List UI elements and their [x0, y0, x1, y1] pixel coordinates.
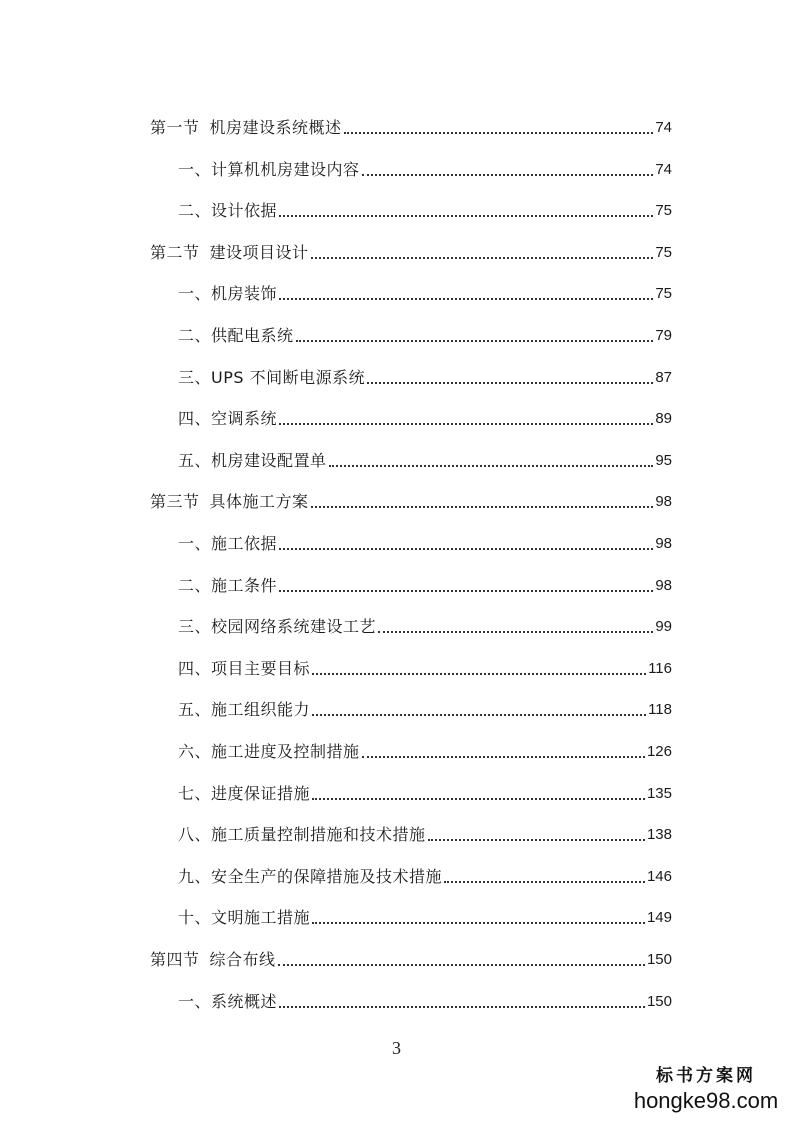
page-number: 3 [392, 1038, 401, 1058]
toc-entry[interactable] [150, 472, 672, 512]
toc-entry[interactable] [178, 888, 672, 928]
toc-entry-title: 施工依据 [211, 534, 278, 553]
toc-entry-page-number: 150 [646, 951, 672, 968]
toc-entry-label [178, 368, 365, 388]
toc-entry-label [178, 160, 360, 180]
toc-entry-label [178, 326, 294, 346]
toc-entry-page-number: 135 [646, 784, 672, 802]
toc-entry-page-number: 98 [655, 576, 672, 594]
toc-dot-leader [312, 713, 646, 716]
toc-entry-prefix: 第二节 [150, 242, 200, 262]
toc-entry-title: 计算机机房建设内容 [211, 159, 360, 179]
toc-entry[interactable] [150, 930, 672, 970]
toc-entry-label [178, 992, 277, 1012]
toc-entry-page-number: 75 [655, 285, 672, 303]
toc-entry[interactable] [178, 348, 672, 388]
toc-dot-leader [362, 755, 645, 758]
toc-entry[interactable] [178, 306, 672, 346]
toc-entry[interactable] [150, 98, 672, 138]
toc-entry-page-number: 74 [655, 160, 672, 178]
toc-entry[interactable] [178, 181, 672, 221]
toc-entry[interactable] [178, 264, 672, 304]
toc-entry-page-number: 75 [655, 243, 672, 261]
toc-entry-title: 设计依据 [211, 201, 278, 221]
toc-entry-label [178, 409, 277, 429]
toc-entry-page-number: 138 [646, 826, 672, 844]
toc-entry[interactable] [178, 389, 672, 429]
toc-entry[interactable] [178, 972, 672, 1012]
toc-entry-prefix: 第一节 [150, 118, 200, 137]
toc-dot-leader [278, 963, 645, 966]
watermark-logo [631, 1064, 781, 1114]
toc-entry-prefix: 五、 [178, 700, 212, 720]
toc-entry-prefix: 六、 [178, 742, 212, 761]
toc-entry-page-number: 149 [646, 909, 672, 927]
toc-entry-prefix: 四、 [178, 409, 212, 429]
toc-entry-prefix: 一、 [178, 991, 212, 1011]
toc-dot-leader [344, 131, 654, 134]
toc-dot-leader [378, 630, 653, 633]
toc-entry-title: 具体施工方案 [209, 492, 309, 512]
toc-entry-label [178, 534, 277, 554]
toc-dot-leader [279, 422, 653, 425]
toc-entry-page-number: 75 [655, 202, 672, 220]
toc-entry-title: 文明施工措施 [211, 908, 311, 928]
toc-entry-title: 综合布线 [209, 950, 276, 969]
toc-entry-prefix: 二、 [178, 575, 212, 595]
toc-dot-leader [362, 173, 654, 176]
toc-entry-page-number: 118 [648, 701, 672, 719]
toc-entry[interactable] [178, 556, 672, 596]
toc-entry-prefix: 十、 [178, 908, 212, 928]
toc-entry-title: 安全生产的保障措施及技术措施 [211, 866, 443, 886]
toc-entry-label [178, 451, 327, 471]
toc-dot-leader [311, 256, 654, 259]
toc-entry-page-number: 74 [655, 119, 672, 136]
toc-entry-title: 校园网络系统建设工艺 [211, 617, 377, 637]
toc-entry[interactable] [178, 847, 672, 887]
toc-entry-prefix: 七、 [178, 783, 212, 803]
toc-entry-title: UPS 不间断电源系统 [211, 367, 366, 387]
toc-entry-page-number: 98 [655, 535, 672, 552]
toc-entry-label [150, 492, 309, 512]
toc-entry-prefix: 二、 [178, 326, 212, 345]
toc-dot-leader [428, 838, 645, 841]
toc-entry-page-number: 116 [648, 659, 672, 677]
toc-entry-page-number: 150 [646, 992, 672, 1010]
toc-dot-leader [367, 381, 653, 384]
watermark-url: hongke98.com [633, 1088, 779, 1113]
toc-entry-title: 机房建设系统概述 [209, 118, 342, 137]
toc-entry-label [150, 243, 309, 263]
toc-entry-label [178, 659, 310, 679]
toc-entry-label [178, 576, 277, 596]
toc-entry-title: 机房装饰 [211, 284, 278, 304]
toc-entry-prefix: 一、 [178, 534, 212, 553]
toc-entry-label [178, 825, 426, 845]
toc-entry-title: 施工条件 [211, 575, 278, 595]
toc-entry-prefix: 九、 [178, 866, 212, 886]
toc-entry[interactable] [150, 223, 672, 263]
toc-entry-title: 建设项目设计 [209, 242, 309, 262]
toc-dot-leader [279, 589, 653, 592]
toc-entry-page-number: 95 [655, 451, 672, 469]
toc-entry-title: 空调系统 [211, 409, 278, 429]
toc-entry-page-number: 98 [655, 493, 672, 511]
toc-entry-prefix: 一、 [178, 159, 212, 179]
toc-dot-leader [296, 339, 654, 342]
toc-entry-label [178, 617, 376, 637]
toc-entry-title: 施工进度及控制措施 [211, 742, 360, 761]
toc-entry-label [178, 742, 360, 762]
toc-entry-page-number: 126 [646, 743, 672, 760]
toc-entry[interactable] [178, 764, 672, 804]
watermark-title: 标书方案网 [656, 1066, 756, 1086]
toc-entry-page-number: 146 [646, 867, 672, 885]
toc-entry-prefix: 三、 [178, 617, 212, 637]
toc-entry[interactable] [178, 140, 672, 180]
toc-dot-leader [279, 297, 653, 300]
toc-entry-page-number: 99 [655, 618, 672, 636]
toc-entry-label [178, 867, 442, 887]
toc-entry[interactable] [178, 431, 672, 471]
toc-entry[interactable] [178, 722, 672, 762]
toc-dot-leader [312, 672, 646, 675]
toc-dot-leader [444, 880, 645, 883]
toc-dot-leader [312, 797, 645, 800]
toc-entry[interactable] [178, 514, 672, 554]
toc-entry-title: 施工组织能力 [211, 700, 311, 720]
toc-entry-prefix: 二、 [178, 201, 212, 221]
toc-entry-label [178, 201, 277, 221]
toc-entry-title: 机房建设配置单 [211, 450, 327, 470]
toc-entry-prefix: 五、 [178, 450, 212, 470]
toc-entry-title: 施工质量控制措施和技术措施 [211, 825, 426, 845]
toc-entry-label [178, 700, 310, 720]
toc-entry-prefix: 三、 [178, 367, 212, 387]
toc-entry-prefix: 八、 [178, 825, 212, 845]
toc-entry-prefix: 一、 [178, 284, 212, 304]
toc-dot-leader [312, 921, 645, 924]
toc-entry[interactable] [178, 597, 672, 637]
toc-entry-prefix: 四、 [178, 658, 212, 678]
toc-entry-prefix: 第三节 [150, 492, 200, 512]
toc-entry[interactable] [178, 680, 672, 720]
toc-entry-prefix: 第四节 [150, 950, 200, 969]
toc-entry-label [178, 908, 310, 928]
toc-entry-page-number: 87 [655, 368, 672, 386]
toc-dot-leader [279, 1005, 645, 1008]
toc-entry-title: 进度保证措施 [211, 783, 311, 803]
toc-entry-title: 项目主要目标 [211, 658, 311, 678]
toc-entry-label [150, 950, 276, 970]
toc-entry-title: 供配电系统 [211, 326, 294, 345]
toc-entry-label [150, 118, 342, 138]
toc-entry-page-number: 79 [655, 327, 672, 344]
toc-entry-label [178, 284, 277, 304]
toc-dot-leader [329, 464, 654, 467]
toc-dot-leader [279, 547, 653, 550]
toc-dot-leader [279, 214, 653, 217]
toc-entry[interactable] [178, 805, 672, 845]
toc-entry-title: 系统概述 [211, 991, 278, 1011]
toc-entry[interactable] [178, 639, 672, 679]
toc-entry-page-number: 89 [655, 410, 672, 428]
toc-entry-label [178, 784, 310, 804]
toc-dot-leader [311, 505, 654, 508]
